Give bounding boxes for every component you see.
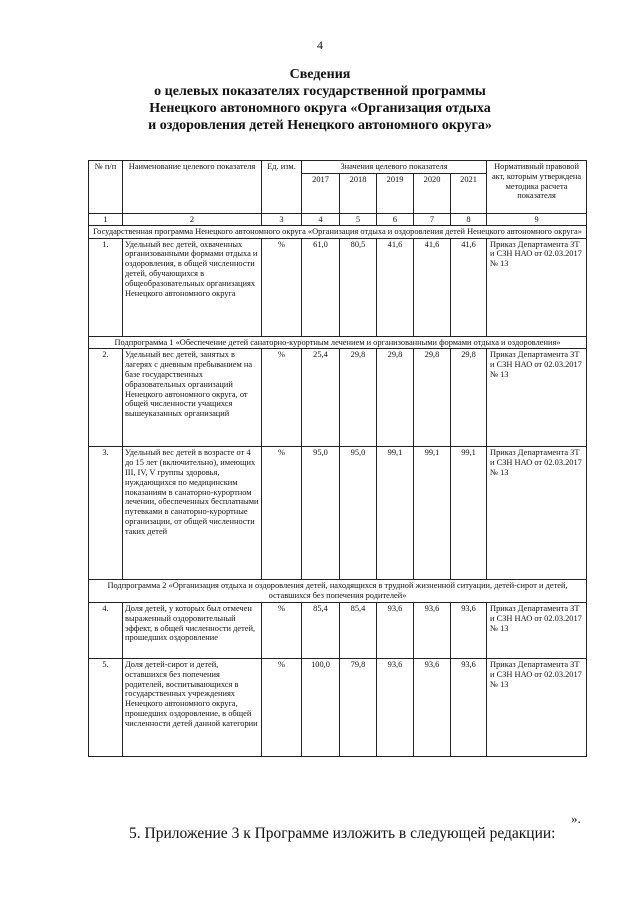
row-value: 80,5 bbox=[340, 238, 377, 336]
header-year: 2017 bbox=[302, 173, 340, 213]
row-num: 1. bbox=[89, 238, 123, 336]
row-value: 93,6 bbox=[451, 658, 487, 756]
amendment-text: 5. Приложение 3 к Программе изложить в следующей редакции: bbox=[129, 825, 556, 842]
row-num: 3. bbox=[89, 447, 123, 580]
header-row bbox=[89, 161, 587, 174]
row-value: 93,6 bbox=[451, 602, 487, 658]
row-unit: % bbox=[262, 447, 302, 580]
row-value: 99,1 bbox=[414, 447, 451, 580]
row-value: 95,0 bbox=[340, 447, 377, 580]
col-number: 4 bbox=[302, 213, 340, 225]
row-value: 29,8 bbox=[340, 349, 377, 447]
section-title: Государственная программа Ненецкого автономного округа «Организация отдыха и оздоровления детей Ненецкого автономного округа» bbox=[89, 225, 587, 238]
row-name: Удельный вес детей, охваченных организованными формами отдыха и оздоровления, в общей численности детей, обучающихся в общеобразовательных организациях Ненецкого автономного округа bbox=[123, 238, 262, 336]
row-unit: % bbox=[262, 658, 302, 756]
row-value: 41,6 bbox=[414, 238, 451, 336]
title-line: Сведения bbox=[289, 67, 351, 82]
indicators-table bbox=[88, 160, 587, 757]
row-value: 29,8 bbox=[451, 349, 487, 447]
row-num: 4. bbox=[89, 602, 123, 658]
section-title: Подпрограмма 2 «Организация отдыха и оздоровления детей, находящихся в трудной жизненной ситуации, детей-сирот и детей, оставшихся без попечения родителей» bbox=[89, 580, 587, 603]
col-number: 1 bbox=[89, 213, 123, 225]
table-row bbox=[89, 447, 587, 580]
header-values-group: Значения целевого показателя bbox=[302, 161, 487, 174]
column-numbers-row bbox=[89, 213, 587, 225]
table-row bbox=[89, 602, 587, 658]
title-line: и оздоровления детей Ненецкого автономного округа» bbox=[148, 118, 492, 133]
header-name: Наименование целевого показателя bbox=[123, 161, 262, 214]
row-value: 29,8 bbox=[414, 349, 451, 447]
row-value: 41,6 bbox=[451, 238, 487, 336]
section-title: Подпрограмма 1 «Обеспечение детей санаторно-курортным лечением и организованными формами отдыха и оздоровления» bbox=[89, 336, 587, 349]
col-number: 7 bbox=[414, 213, 451, 225]
row-value: 95,0 bbox=[302, 447, 340, 580]
header-year: 2018 bbox=[340, 173, 377, 213]
col-number: 9 bbox=[487, 213, 587, 225]
row-doc: Приказ Департамента ЗТ и СЗН НАО от 02.03.2017 № 13 bbox=[487, 447, 587, 580]
header-doc: Нормативный правовой акт, которым утверждена методика расчета показателя bbox=[487, 161, 587, 214]
row-name: Доля детей, у которых был отмечен выраженный оздоровительный эффект, в общей численности детей, прошедших оздоровление bbox=[123, 602, 262, 658]
row-name: Удельный вес детей, занятых в лагерях с дневным пребыванием на базе государственных образовательных организаций Ненецкого автономного округа, от общей численности учащихся вышеуказанных организаций bbox=[123, 349, 262, 447]
row-value: 100,0 bbox=[302, 658, 340, 756]
row-value: 93,6 bbox=[414, 602, 451, 658]
title-line: Ненецкого автономного округа «Организация отдыха bbox=[149, 101, 491, 116]
row-value: 29,8 bbox=[377, 349, 414, 447]
title-line: о целевых показателях государственной программы bbox=[154, 84, 486, 99]
row-value: 79,8 bbox=[340, 658, 377, 756]
document-title bbox=[0, 66, 640, 134]
section-row bbox=[89, 225, 587, 238]
row-name: Доля детей-сирот и детей, оставшихся без попечения родителей, воспитывающихся в государственных учреждениях Ненецкого автономного округа, прошедших оздоровление, в общей численности детей данной категории bbox=[123, 658, 262, 756]
row-unit: % bbox=[262, 602, 302, 658]
section-row bbox=[89, 580, 587, 603]
section-row bbox=[89, 336, 587, 349]
header-year: 2021 bbox=[451, 173, 487, 213]
row-value: 93,6 bbox=[377, 602, 414, 658]
page-number: 4 bbox=[317, 38, 323, 52]
row-value: 85,4 bbox=[340, 602, 377, 658]
header-year: 2019 bbox=[377, 173, 414, 213]
col-number: 2 bbox=[123, 213, 262, 225]
row-doc: Приказ Департамента ЗТ и СЗН НАО от 02.03.2017 № 13 bbox=[487, 602, 587, 658]
header-year: 2020 bbox=[414, 173, 451, 213]
row-value: 25,4 bbox=[302, 349, 340, 447]
header-unit: Ед. изм. bbox=[262, 161, 302, 214]
row-value: 61,0 bbox=[302, 238, 340, 336]
row-value: 93,6 bbox=[414, 658, 451, 756]
row-num: 5. bbox=[89, 658, 123, 756]
col-number: 5 bbox=[340, 213, 377, 225]
table-row bbox=[89, 658, 587, 756]
row-value: 99,1 bbox=[377, 447, 414, 580]
table-row bbox=[89, 238, 587, 336]
closing-quote: ». bbox=[571, 811, 581, 826]
row-doc: Приказ Департамента ЗТ и СЗН НАО от 02.03.2017 № 13 bbox=[487, 349, 587, 447]
col-number: 6 bbox=[377, 213, 414, 225]
row-value: 41,6 bbox=[377, 238, 414, 336]
row-num: 2. bbox=[89, 349, 123, 447]
row-doc: Приказ Департамента ЗТ и СЗН НАО от 02.03.2017 № 13 bbox=[487, 658, 587, 756]
header-num: № п/п bbox=[89, 161, 123, 214]
col-number: 3 bbox=[262, 213, 302, 225]
row-unit: % bbox=[262, 238, 302, 336]
row-name: Удельный вес детей в возрасте от 4 до 15 лет (включительно), имеющих III, IV, V группы здоровья, нуждающихся по медицинским показаниям в санаторно-курортном лечении, обеспеченных бесплатными путевками в санаторно-курортные организации, от общей численности таких детей bbox=[123, 447, 262, 580]
row-doc: Приказ Департамента ЗТ и СЗН НАО от 02.03.2017 № 13 bbox=[487, 238, 587, 336]
row-value: 93,6 bbox=[377, 658, 414, 756]
row-unit: % bbox=[262, 349, 302, 447]
table-row bbox=[89, 349, 587, 447]
row-value: 85,4 bbox=[302, 602, 340, 658]
row-value: 99,1 bbox=[451, 447, 487, 580]
col-number: 8 bbox=[451, 213, 487, 225]
